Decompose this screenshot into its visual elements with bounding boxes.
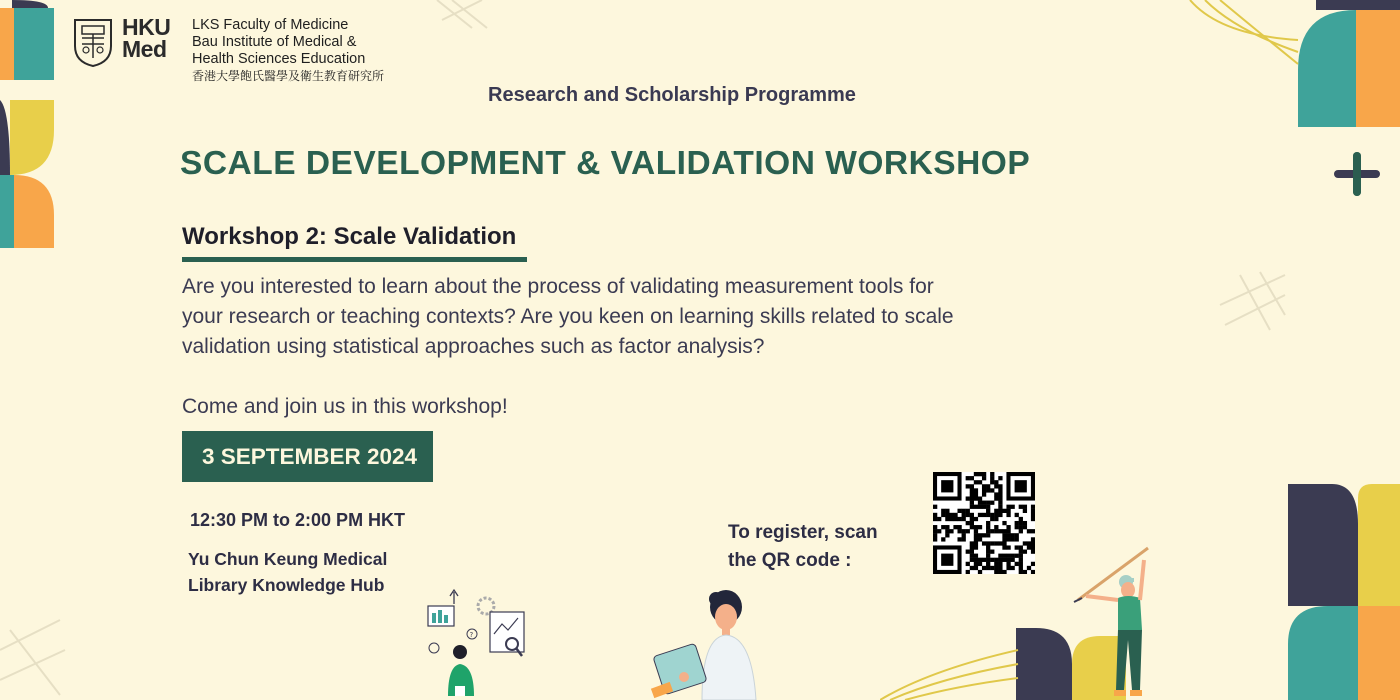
decor-bottom-right-shapes <box>1288 484 1400 700</box>
faculty-line3: Health Sciences Education <box>192 51 366 67</box>
description-line3: validation using statistical approaches such as factor analysis? <box>182 335 765 358</box>
description-line2: your research or teaching contexts? Are you keen on learning skills related to scale <box>182 305 954 328</box>
subtitle-underline <box>182 257 527 262</box>
decor-wavy-lines-top <box>1180 0 1300 80</box>
svg-text:?: ? <box>469 631 474 639</box>
join-text: Come and join us in this workshop! <box>182 395 508 418</box>
data-analysis-illustration <box>420 586 530 696</box>
logo-line2: Med <box>122 36 167 62</box>
decor-left-shapes <box>0 0 60 250</box>
doctor-illustration <box>650 585 780 700</box>
register-line1: To register, scan <box>728 522 878 543</box>
event-time: 12:30 PM to 2:00 PM HKT <box>190 510 406 530</box>
measuring-person-illustration <box>1070 540 1160 700</box>
workshop-subtitle: Workshop 2: Scale Validation <box>182 223 517 250</box>
faculty-line1: LKS Faculty of Medicine <box>192 17 349 33</box>
decor-sparkle-top <box>432 0 492 30</box>
plus-icon <box>1332 150 1382 198</box>
university-crest-icon <box>72 16 114 68</box>
description-line1: Are you interested to learn about the process of validating measurement tools for <box>182 275 934 298</box>
programme-name: Research and Scholarship Programme <box>488 84 856 106</box>
logo-line1: HKU <box>122 14 171 40</box>
description <box>182 272 1102 362</box>
qr-code-icon[interactable] <box>933 472 1035 574</box>
register-instructions <box>728 519 878 575</box>
venue-line1: Yu Chun Keung Medical <box>188 549 388 569</box>
register-line2: the QR code : <box>728 550 852 571</box>
venue-line2: Library Knowledge Hub <box>188 575 385 595</box>
faculty-name <box>192 17 384 84</box>
event-date-badge: 3 SEPTEMBER 2024 <box>182 431 433 482</box>
decor-sparkle-bottom-left <box>0 610 70 700</box>
event-venue <box>188 546 387 598</box>
faculty-chinese: 香港大學飽氏醫學及衛生教育研究所 <box>192 69 385 83</box>
hkumed-logo <box>122 16 170 60</box>
qr-code-graphic <box>933 472 1035 574</box>
decor-top-right-shapes <box>1296 0 1400 130</box>
decor-sparkle-right <box>1215 270 1290 335</box>
faculty-line2: Bau Institute of Medical & <box>192 34 357 50</box>
page-title: SCALE DEVELOPMENT & VALIDATION WORKSHOP <box>180 145 1031 182</box>
decor-wavy-lines-bottom <box>880 630 1020 700</box>
